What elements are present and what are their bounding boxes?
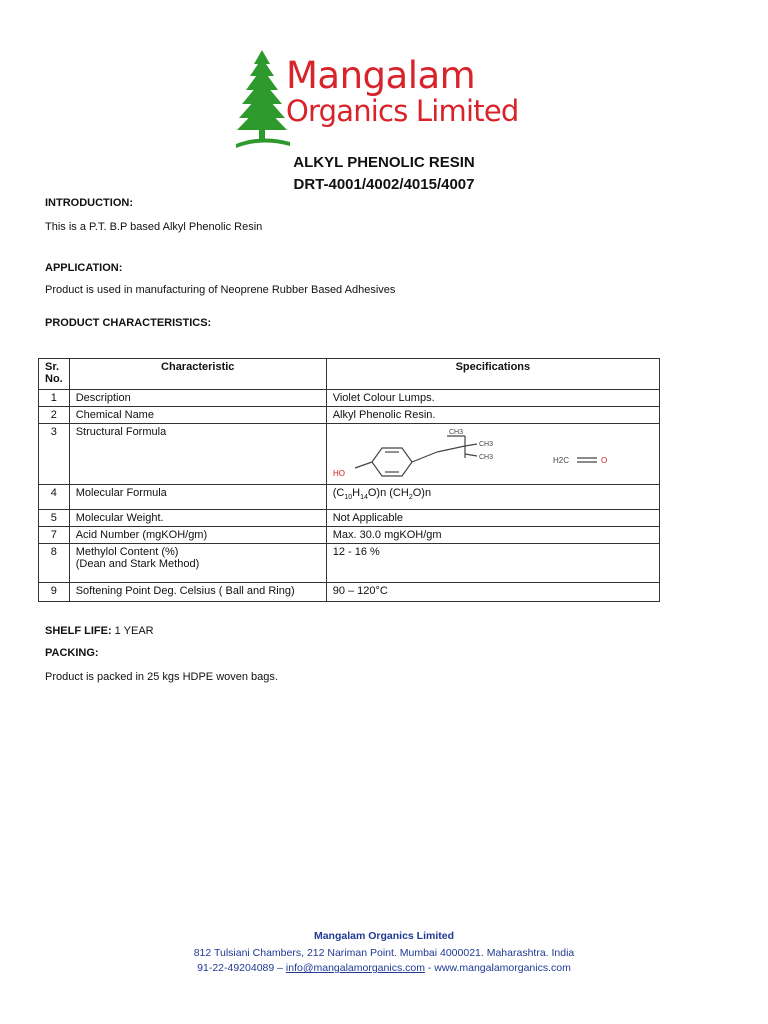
formula-part: H (352, 487, 361, 499)
pine-tree-icon (232, 48, 292, 150)
ch3-label: CH3 (478, 441, 493, 448)
header-characteristic: Characteristic (69, 359, 326, 390)
packing-text: Product is packed in 25 kgs HDPE woven bags. (45, 671, 278, 683)
row-spec: Violet Colour Lumps. (326, 390, 659, 407)
row-sr: 5 (39, 510, 70, 527)
ch3-label: CH3 (448, 429, 463, 436)
table-row (39, 424, 660, 485)
table-row (39, 544, 660, 583)
structural-formula-cell (326, 424, 659, 485)
footer-contact (0, 962, 768, 974)
row-sr: 8 (39, 544, 70, 583)
formula-part: (C (332, 487, 345, 499)
table-row (39, 510, 660, 527)
table-row (39, 407, 660, 424)
table-row (39, 527, 660, 544)
shelf-life-value: 1 YEAR (114, 625, 154, 637)
intro-label: INTRODUCTION: (45, 197, 133, 209)
shelf-life (45, 625, 154, 637)
application-text: Product is used in manufacturing of Neoprene Rubber Based Adhesives (45, 284, 396, 296)
intro-text: This is a P.T. B.P based Alkyl Phenolic Resin (45, 221, 263, 233)
brand-name-line1: Mangalam (286, 54, 476, 97)
row-sr: 9 (39, 583, 70, 602)
row-characteristic: Structural Formula (69, 424, 326, 485)
row-spec: Alkyl Phenolic Resin. (326, 407, 659, 424)
formula-subscript: 14 (360, 494, 368, 502)
characteristics-label: PRODUCT CHARACTERISTICS: (45, 317, 212, 329)
formula-subscript: 2 (408, 494, 413, 502)
document-title: ALKYL PHENOLIC RESIN (293, 154, 475, 171)
formula-part: O)n (412, 487, 432, 499)
table-row (39, 583, 660, 602)
brand-name-line2: Organics Limited (286, 94, 519, 128)
row-characteristic: Description (69, 390, 326, 407)
footer-address: 812 Tulsiani Chambers, 212 Nariman Point. Mumbai 4000021. Maharashtra. India (193, 947, 575, 959)
structural-formula-diagram (327, 424, 647, 482)
characteristic-line: (Dean and Stark Method) (75, 558, 200, 570)
footer-phone: 91-22-49204089 – (197, 962, 283, 974)
characteristics-table (38, 358, 660, 602)
shelf-life-label: SHELF LIFE: (45, 625, 112, 637)
application-label: APPLICATION: (45, 262, 123, 274)
molecular-formula (326, 485, 659, 510)
table-row (39, 390, 660, 407)
formula-subscript: 10 (344, 494, 353, 502)
row-characteristic: Softening Point Deg. Celsius ( Ball and Ring) (69, 583, 326, 602)
oxygen-label: O (600, 456, 607, 465)
row-spec: 90 – 120°C (326, 583, 659, 602)
formula-part: O)n (CH (367, 487, 409, 499)
table-header-row (39, 359, 660, 390)
h2c-label: H2C (552, 456, 569, 465)
row-sr: 3 (39, 424, 70, 485)
row-spec: Not Applicable (326, 510, 659, 527)
ch3-label: CH3 (478, 454, 493, 461)
footer-email-link[interactable]: info@mangalamorganics.com (285, 962, 425, 974)
characteristic-line: Methylol Content (%) (75, 546, 179, 558)
row-characteristic: Chemical Name (69, 407, 326, 424)
row-spec: Max. 30.0 mgKOH/gm (326, 527, 659, 544)
footer-website[interactable]: - www.mangalamorganics.com (427, 962, 571, 974)
row-sr: 7 (39, 527, 70, 544)
row-characteristic: Molecular Weight. (69, 510, 326, 527)
row-sr: 1 (39, 390, 70, 407)
ho-label: HO (332, 469, 345, 478)
footer-company: Mangalam Organics Limited (313, 930, 455, 942)
row-sr: 4 (39, 485, 70, 510)
row-spec: 12 - 16 % (326, 544, 659, 583)
header-specifications: Specifications (326, 359, 659, 390)
packing-label: PACKING: (45, 647, 99, 659)
row-characteristic (69, 544, 326, 583)
table-row (39, 485, 660, 510)
header-sr: Sr. No. (39, 359, 70, 390)
row-sr: 2 (39, 407, 70, 424)
row-characteristic: Acid Number (mgKOH/gm) (69, 527, 326, 544)
document-subtitle: DRT-4001/4002/4015/4007 (293, 176, 475, 193)
row-characteristic: Molecular Formula (69, 485, 326, 510)
